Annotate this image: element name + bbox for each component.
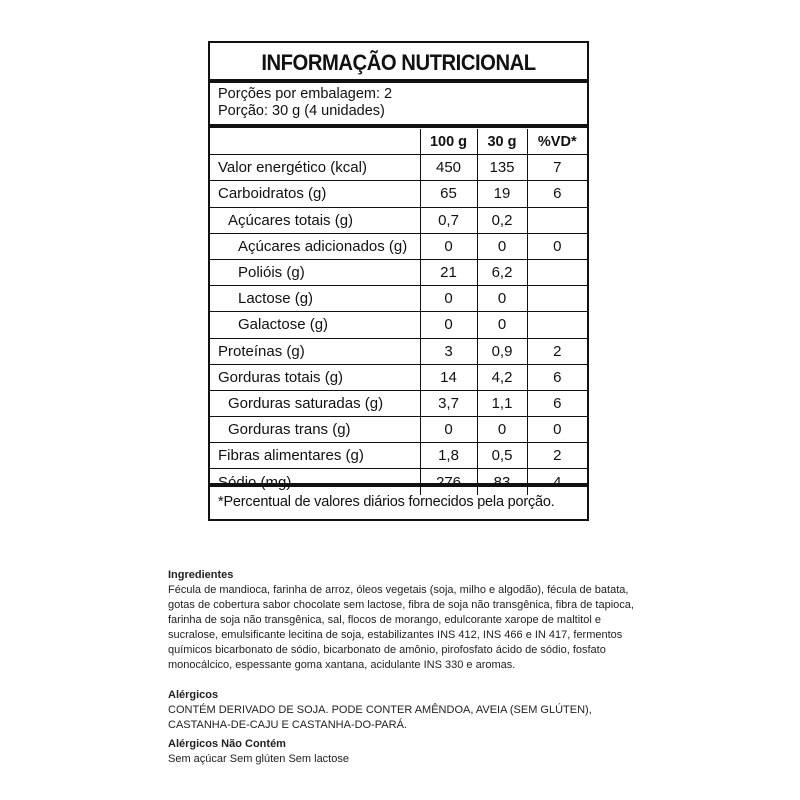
row-label: Valor energético (kcal) [210,155,420,181]
value-30g: 19 [477,181,527,207]
row-label: Galactose (g) [210,312,420,338]
value-vd: 7 [527,155,587,181]
table-row [210,338,587,364]
value-vd: 2 [527,443,587,469]
row-label: Polióis (g) [210,259,420,285]
row-label: Carboidratos (g) [210,181,420,207]
nutrition-title: INFORMAÇÃO NUTRICIONAL [261,50,536,75]
row-label: Gorduras trans (g) [210,417,420,443]
footnote-divider [210,483,587,487]
free-from-section [168,737,648,767]
value-vd: 6 [527,364,587,390]
value-100g [420,469,477,495]
value-30g: 4,2 [477,364,527,390]
table-row [210,469,587,495]
header-30g: 30 g [477,129,527,155]
value-30g: 0 [477,312,527,338]
value-100g: 1,8 [420,443,477,469]
value-30g: 0,9 [477,338,527,364]
value-30g: 0 [477,233,527,259]
value-vd: 0 [527,233,587,259]
value-100g: 0 [420,286,477,312]
value-100g: 0 [420,312,477,338]
value-30g: 0,2 [477,207,527,233]
portion-size: Porção: 30 g (4 unidades) [218,103,385,119]
free-from-heading: Alérgicos Não Contém [168,738,286,750]
allergens-text: CONTÉM DERIVADO DE SOJA. PODE CONTER AMÊNDOA, AVEIA (SEM GLÚTEN), CASTANHA-DE-CAJU E CASTANHA-DO-PARÁ. [168,704,592,731]
table-row [210,286,587,312]
value-100g: 3,7 [420,390,477,416]
table-row [210,364,587,390]
row-label [210,469,420,495]
value-vd: 2 [527,338,587,364]
value-vd: 6 [527,181,587,207]
nutrition-table [210,129,587,495]
value-30g: 0 [477,417,527,443]
table-row [210,417,587,443]
value-vd [527,259,587,285]
value-vd: 0 [527,417,587,443]
value-vd [527,207,587,233]
value-30g: 0 [477,286,527,312]
table-row [210,207,587,233]
value-30g: 135 [477,155,527,181]
portions-per-package: Porções por embalagem: 2 [218,86,393,102]
ingredients-section [168,568,648,673]
row-label: Açúcares adicionados (g) [210,233,420,259]
row-label: Fibras alimentares (g) [210,443,420,469]
portion-divider [210,124,587,128]
value-vd [527,286,587,312]
value-30g: 6,2 [477,259,527,285]
header-blank [210,129,420,155]
value-100g: 21 [420,259,477,285]
table-row [210,181,587,207]
value-30g: 0,5 [477,443,527,469]
free-from-text: Sem açúcar Sem glúten Sem lactose [168,753,349,765]
row-label: Gorduras saturadas (g) [210,390,420,416]
row-label: Lactose (g) [210,286,420,312]
table-row [210,390,587,416]
footnote: *Percentual de valores diários fornecidos pela porção. [218,494,555,510]
value-100g: 0 [420,233,477,259]
allergens-heading: Alérgicos [168,689,219,701]
table-row [210,233,587,259]
value-vd [527,312,587,338]
value-100g: 450 [420,155,477,181]
nutrition-facts-panel [208,41,589,521]
value-100g: 65 [420,181,477,207]
header-100g: 100 g [420,129,477,155]
value-100g: 3 [420,338,477,364]
row-label: Gorduras totais (g) [210,364,420,390]
value-vd [527,469,587,495]
value-100g: 14 [420,364,477,390]
row-label: Açúcares totais (g) [210,207,420,233]
value-100g: 0 [420,417,477,443]
ingredients-heading: Ingredientes [168,569,234,581]
title-divider [210,79,587,83]
table-row [210,312,587,338]
value-vd: 6 [527,390,587,416]
row-label: Proteínas (g) [210,338,420,364]
table-row [210,259,587,285]
allergens-section [168,688,648,733]
header-vd: %VD* [527,129,587,155]
table-header-row [210,129,587,155]
table-row [210,155,587,181]
value-30g [477,469,527,495]
table-row [210,443,587,469]
value-100g: 0,7 [420,207,477,233]
value-30g: 1,1 [477,390,527,416]
ingredients-text: Fécula de mandioca, farinha de arroz, óleos vegetais (soja, milho e algodão), fécula de batata, gotas de cobertura sabor chocolate sem lactose, fibra de soja não transgênica, fibra de tapioca, farinha de soja não transgênica, sal, flocos de morango, edulcorante xarope de maltitol e sucralose, emulsificante lecitina de soja, estabilizantes INS 412, INS 466 e IN 417, fermentos químicos bicarbonato de sódio, bicarbonato de amônio, pirofosfato ácido de sódio, fosfato monocálcico, espessante goma xantana, acidulante INS 330 e aromas. [168,584,634,671]
